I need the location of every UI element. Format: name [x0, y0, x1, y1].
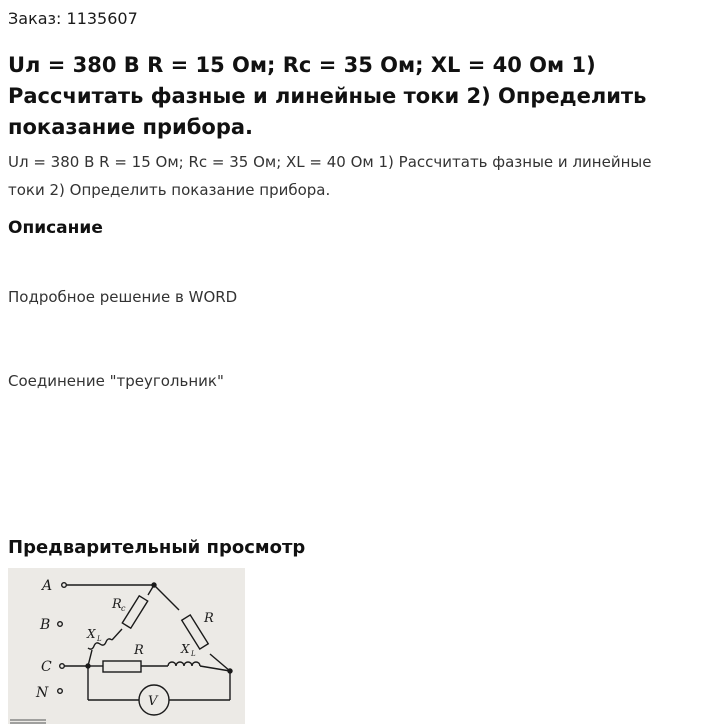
- terminal-a: [62, 583, 67, 588]
- solution-note: Подробное решение в WORD: [8, 288, 238, 306]
- terminal-b: [58, 622, 63, 627]
- label-phase-c: C: [41, 659, 52, 675]
- label-phase-a: A: [42, 578, 53, 594]
- label-xl-bottom: X: [181, 642, 190, 656]
- terminal-n: [58, 689, 63, 694]
- label-voltmeter: V: [148, 694, 158, 709]
- description-heading: Описание: [8, 218, 103, 238]
- wire-right-top: [154, 585, 179, 610]
- label-xl-left-sub: L: [97, 635, 102, 643]
- page-title: Uл = 380 В R = 15 Ом; Rc = 35 Ом; XL = 40 Ом 1) Рассчитать фазные и линейные токи 2) Определить показание прибора.: [8, 53, 647, 139]
- wire-left-top: [148, 585, 154, 595]
- wire-left-mid: [112, 629, 122, 640]
- inductor-bottom: [168, 662, 200, 666]
- page: [8, 0, 698, 728]
- preview-heading: Предварительный просмотр: [8, 537, 306, 558]
- task-description: Uл = 380 В R = 15 Ом; Rc = 35 Ом; XL = 40 Ом 1) Рассчитать фазные и линейные токи 2) Определить показание прибора.: [8, 153, 652, 199]
- wire-left-bottom: [88, 650, 92, 666]
- label-neutral: N: [36, 685, 49, 701]
- resistor-rc: [122, 596, 147, 628]
- circuit-diagram: [8, 568, 245, 724]
- label-rc-sub: c: [121, 604, 126, 613]
- label-phase-b: B: [40, 617, 51, 633]
- circuit-preview-image: [8, 568, 245, 724]
- resistor-r-bottom: [103, 661, 141, 672]
- label-xl-left: X: [87, 627, 96, 641]
- connection-note: Соединение "треугольник": [8, 372, 224, 390]
- label-rc: R: [112, 597, 122, 612]
- scan-edge-mark: [8, 718, 48, 724]
- label-xl-bottom-sub: L: [191, 650, 196, 658]
- order-number: Заказ: 1135607: [8, 9, 138, 28]
- terminal-c: [60, 664, 65, 669]
- label-r-right: R: [204, 611, 214, 626]
- label-r-bottom: R: [134, 643, 144, 658]
